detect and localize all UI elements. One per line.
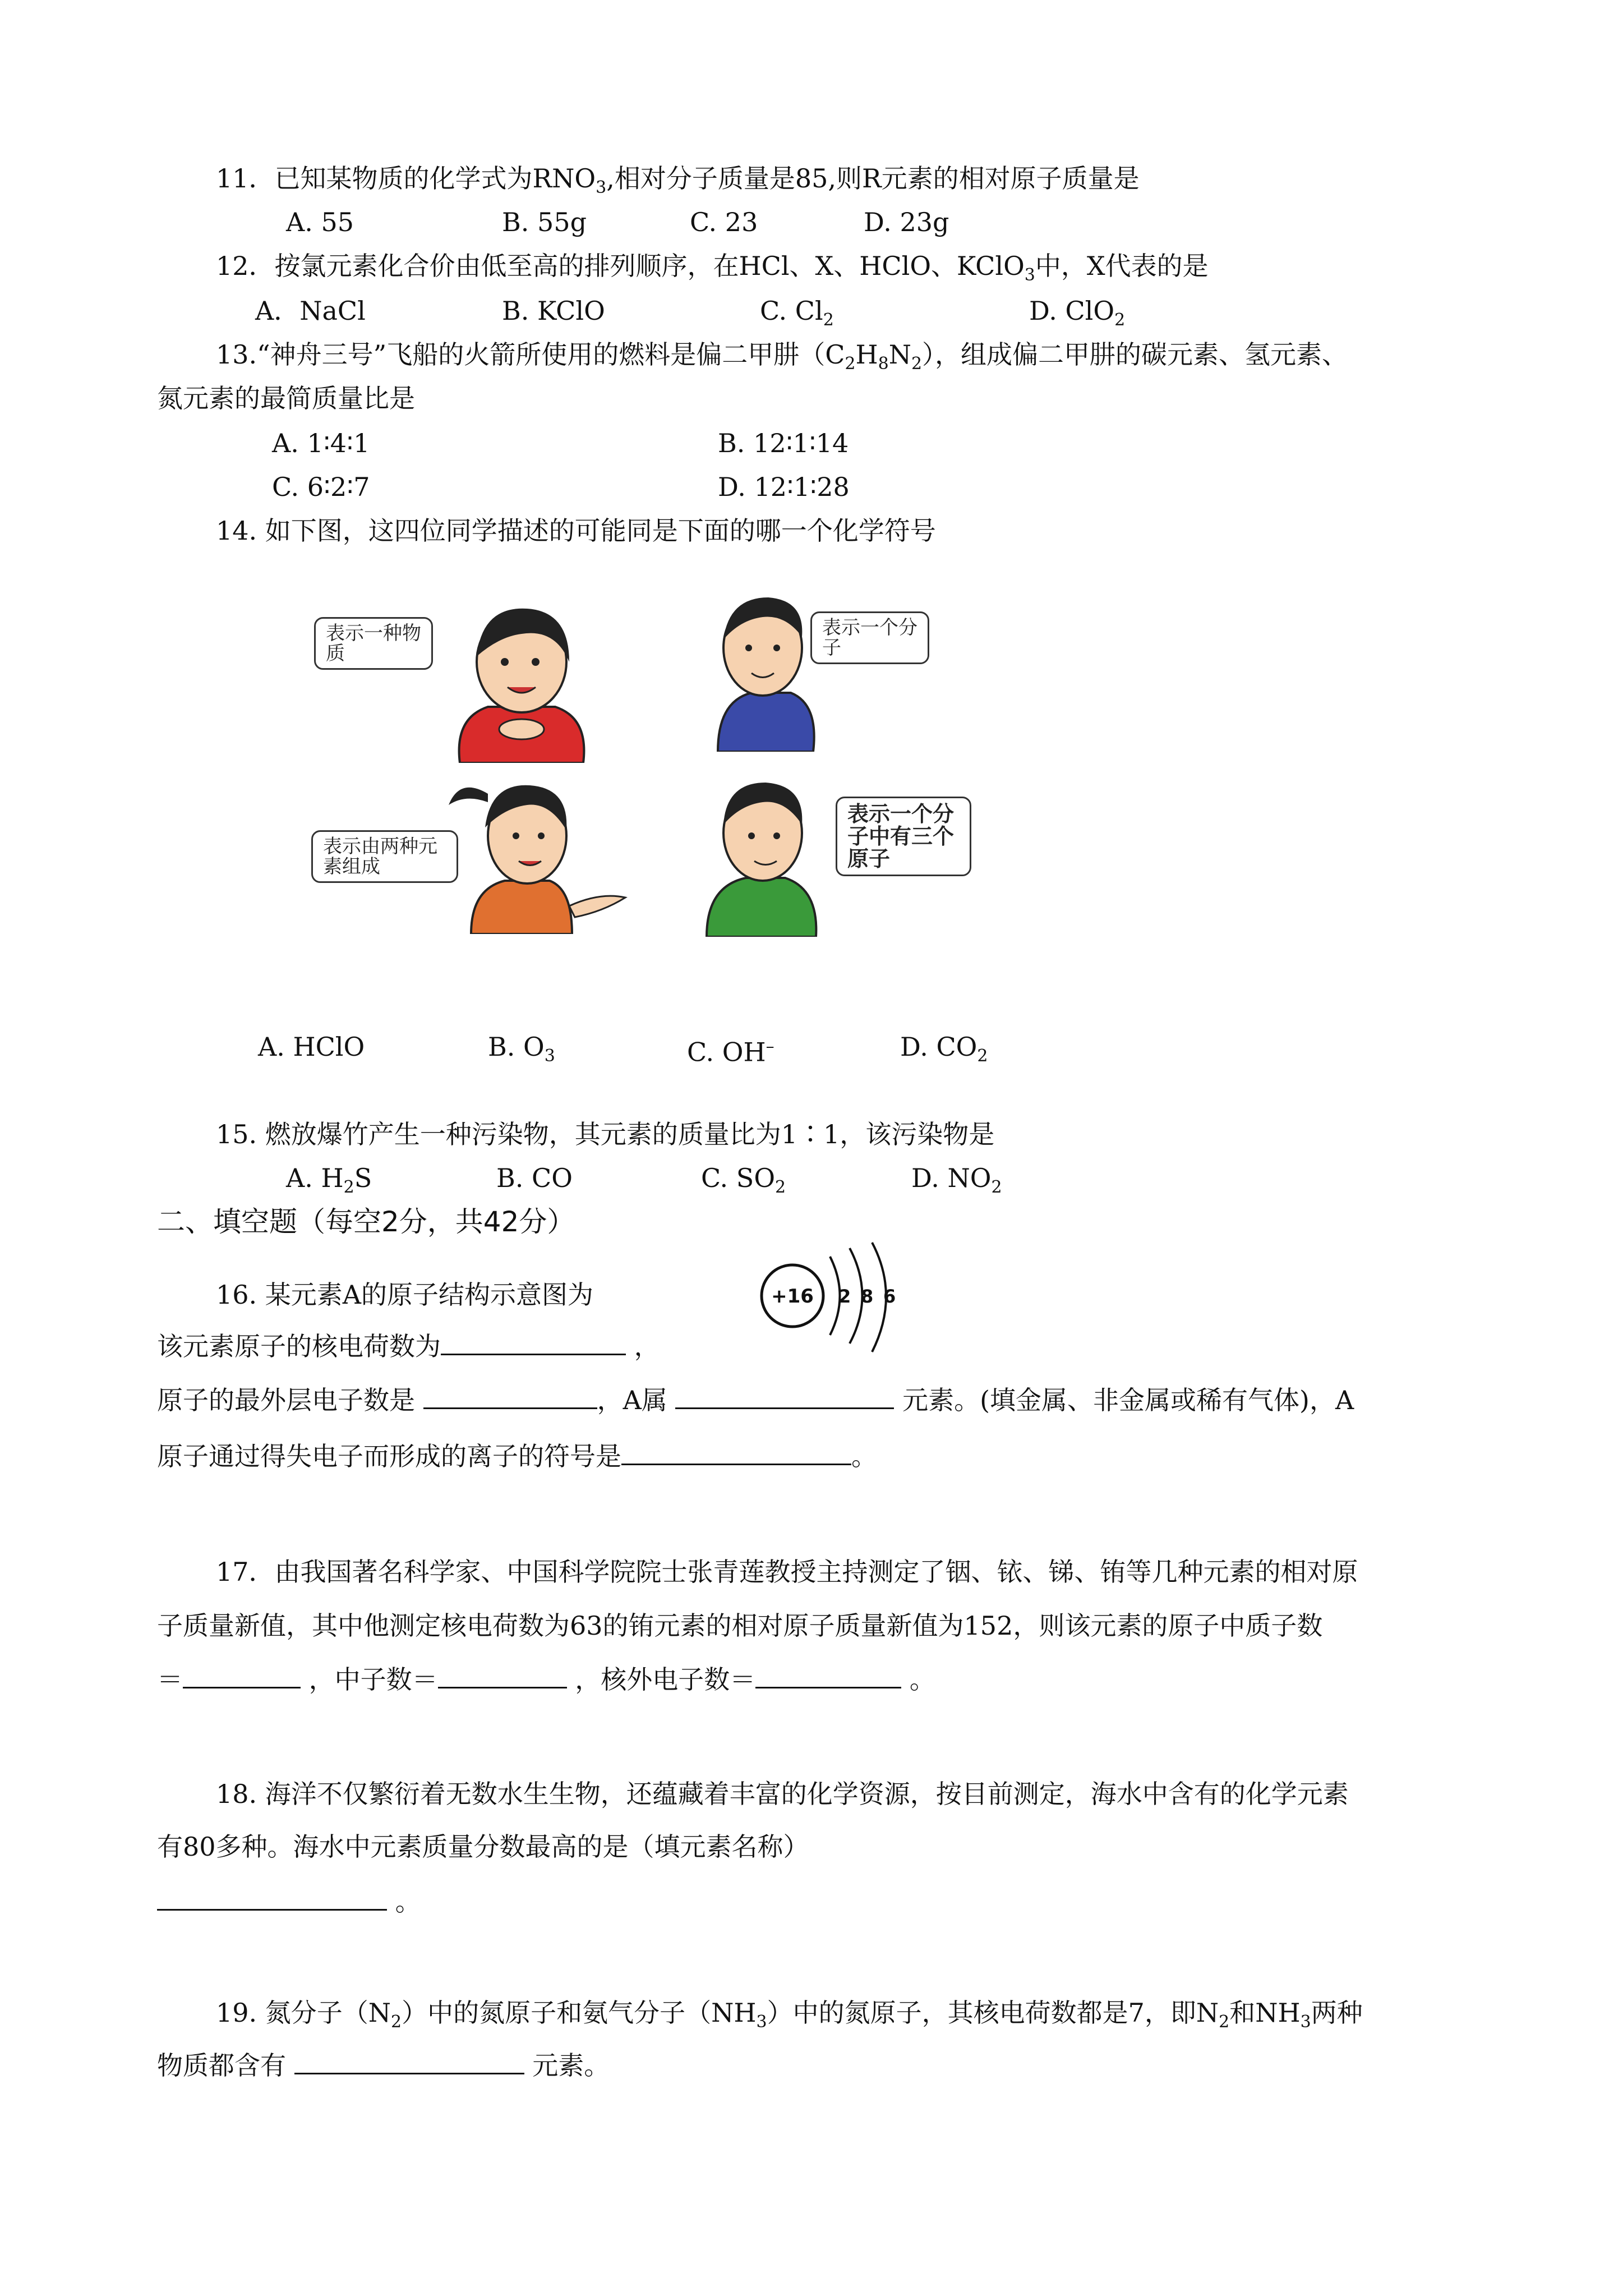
speech-bubble-1: 表示一种物质 — [314, 617, 433, 670]
q16-blank-2[interactable] — [423, 1385, 597, 1409]
question-13: 13.“神舟三号”飞船的火箭所使用的燃料是偏二甲肼$(C_2H_8N_2)$，组成偏二甲肼的碳元素、氢元素、 — [216, 339, 1348, 374]
q18-blank[interactable] — [157, 1887, 387, 1911]
section-2-heading: 二、填空题（每空2分，共42分） — [157, 1205, 575, 1238]
q11-option-d[interactable]: D. 23g — [864, 207, 949, 237]
student-girl-2-illustration — [437, 771, 628, 934]
speech-bubble-4: 表示一个分子中有三个原子 — [836, 797, 971, 876]
speech-bubble-2: 表示一个分子 — [810, 611, 929, 664]
q16-blank-3[interactable] — [675, 1385, 894, 1409]
q14-option-d[interactable]: D. $CO_2$ — [900, 1032, 988, 1066]
question-13-line2: 氮元素的最简质量比是 — [157, 383, 415, 413]
question-16-line3: 原子的最外层电子数是 ，A属 元素。(填金属、非金属或稀有气体)，A — [157, 1385, 1354, 1415]
question-19-line1: 19. 氮分子$(N_2)$中的氮原子和氨气分子$(NH_3)$中的氮原子，其核电荷数都是7，即$N_2$和$NH_3$两种 — [216, 1998, 1363, 2032]
question-17-line3: ＝ ，中子数＝ ，核外电子数＝ 。 — [157, 1664, 935, 1695]
question-14: 14. 如下图，这四位同学描述的可能同是下面的哪一个化学符号 — [216, 516, 936, 546]
q12-option-d[interactable]: D. ClO$_2$ — [1029, 296, 1126, 330]
shell-2-electrons: 8 — [861, 1286, 874, 1307]
shell-3-electrons: 6 — [883, 1286, 896, 1307]
student-girl-1-illustration — [437, 595, 606, 763]
question-17-line1: 17．由我国著名科学家、中国科学院院士张青莲教授主持测定了铟、铱、锑、铕等几种元素的相对原 — [216, 1557, 1358, 1587]
q17-blank-neutrons[interactable] — [438, 1664, 567, 1688]
question-12: 12．按氯元素化合价由低至高的排列顺序，在HCl、X、HClO、KClO$_3$中，X代表的是 — [216, 251, 1209, 286]
question-16-line4: 原子通过得失电子而形成的离子的符号是 。 — [157, 1441, 877, 1471]
speech-bubble-3: 表示由两种元素组成 — [311, 830, 458, 883]
question-15: 15. 燃放爆竹产生一种污染物，其元素的质量比为1∶1，该污染物是 — [216, 1119, 995, 1149]
q15-option-a[interactable]: A. $H_2S$ — [286, 1163, 372, 1198]
q19-blank[interactable] — [294, 2050, 524, 2074]
atom-nucleus-label: +16 — [771, 1285, 814, 1308]
q12-option-b[interactable]: B. KClO — [502, 296, 605, 326]
student-boy-1-illustration — [695, 583, 830, 752]
question-11: 11．已知某物质的化学式为$RNO_3$,相对分子质量是85,则R元素的相对原子质量是 — [216, 163, 1140, 198]
q16-blank-4[interactable] — [621, 1441, 851, 1465]
q12-option-c[interactable]: C. $Cl_2$ — [760, 296, 834, 330]
q11-option-a[interactable]: A. 55 — [286, 207, 354, 237]
q14-option-b[interactable]: B. $O_3$ — [488, 1032, 555, 1066]
q13-option-a[interactable]: A. 1∶4∶1 — [272, 428, 370, 458]
shell-1-electrons: 2 — [838, 1286, 851, 1307]
q11-option-b[interactable]: B. 55g — [502, 207, 587, 237]
q15-option-d[interactable]: D. $NO_2$ — [911, 1163, 1002, 1198]
q14-option-a[interactable]: A. HClO — [258, 1032, 365, 1062]
question-19-line2: 物质都含有 元素。 — [157, 2050, 610, 2081]
q13-option-c[interactable]: C. 6∶2∶7 — [272, 472, 370, 502]
student-boy-2-illustration — [690, 769, 836, 937]
q15-option-c[interactable]: C. $SO_2$ — [701, 1163, 786, 1198]
question-18-line1: 18. 海洋不仅繁衍着无数水生生物，还蕴藏着丰富的化学资源，按目前测定，海水中含有的化学元素 — [216, 1779, 1349, 1809]
q12-option-a[interactable]: A．NaCl — [255, 296, 366, 326]
question-16-line2: 该元素原子的核电荷数为 ， — [157, 1331, 660, 1361]
q14-option-c[interactable]: C. OH– — [687, 1037, 774, 1068]
question-18-line2: 有80多种。海水中元素质量分数最高的是（填元素名称） — [157, 1832, 809, 1862]
q11-option-c[interactable]: C. 23 — [690, 207, 758, 237]
question-18-line3: 。 — [157, 1886, 421, 1917]
q17-blank-protons[interactable] — [183, 1664, 301, 1688]
question-17-line2: 子质量新值，其中他测定核电荷数为63的铕元素的相对原子质量新值为152，则该元素的原子中质子数 — [157, 1611, 1323, 1641]
q13-option-b[interactable]: B. 12∶1∶14 — [718, 428, 849, 458]
question-16-line1: 16. 某元素A的原子结构示意图为 — [216, 1280, 593, 1310]
atom-structure-diagram — [754, 1240, 911, 1358]
q14-illustration — [303, 583, 1021, 942]
q15-option-b[interactable]: B. CO — [496, 1163, 573, 1193]
q16-blank-1[interactable] — [441, 1331, 626, 1355]
q17-blank-electrons[interactable] — [755, 1664, 901, 1688]
q13-option-d[interactable]: D. 12∶1∶28 — [718, 472, 850, 502]
